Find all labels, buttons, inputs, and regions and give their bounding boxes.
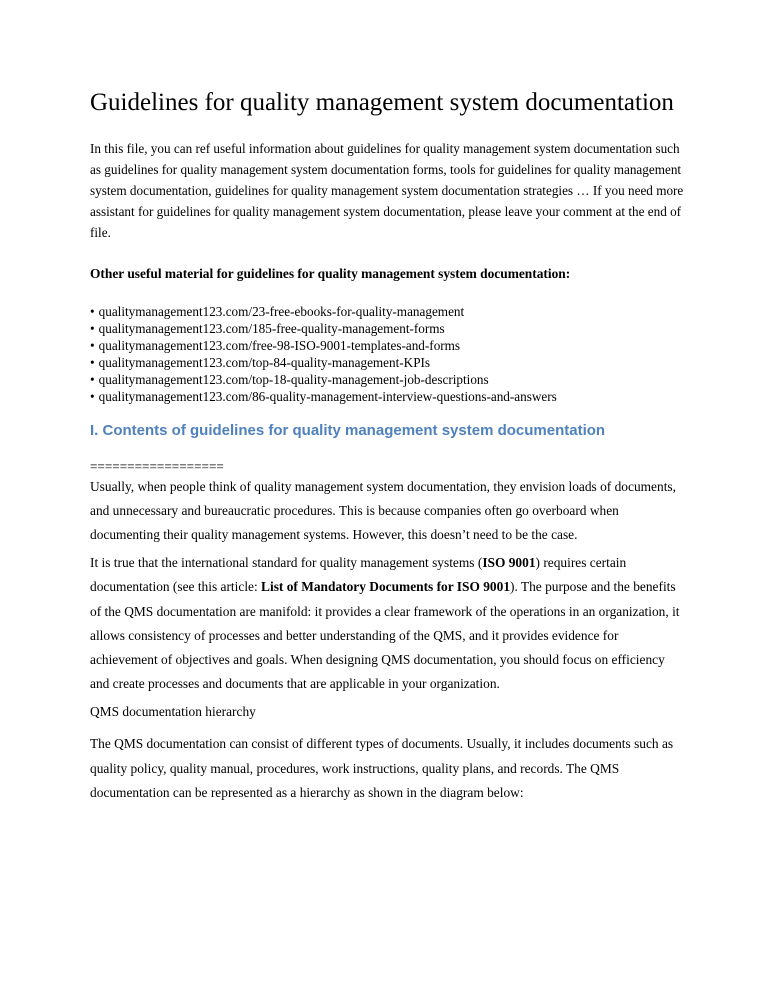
document-title: Guidelines for quality management system documentation [90,89,674,116]
paragraph-iso-requirements [90,551,684,696]
useful-links-list [90,303,684,405]
bullet-icon: • [90,321,95,336]
link-text[interactable]: qualitymanagement123.com/top-84-quality-management-KPIs [98,355,431,370]
paragraph-usually: Usually, when people think of quality management system documentation, they envision loads of documents, and unnecessary and bureaucratic procedures. This is because companies often go overboard when documenting their quality management systems. However, this doesn’t need to be the case. [90,478,676,542]
bullet-icon: • [90,304,95,319]
list-item [90,371,684,388]
article-link[interactable]: List of Mandatory Documents for ISO 9001 [261,579,511,595]
list-item [90,320,684,337]
paragraph-text: It is true that the international standard for quality management systems ( [90,555,483,571]
bullet-icon: • [90,355,95,370]
paragraph-text: ). The purpose and the benefits of the QMS documentation are manifold: it provides a clear framework of the operations in an organization, it allows consistency of processes and better understanding of the QMS, and it provides evidence for achievement of objectives and goals. When designing QMS documentation, you should focus on efficiency and create processes and documents that are applicable in your organization. [90,579,680,692]
iso-standard-label: ISO 9001 [482,555,536,571]
bullet-icon: • [90,338,95,353]
bullet-icon: • [90,389,95,404]
hierarchy-heading: QMS documentation hierarchy [90,704,256,720]
link-text[interactable]: qualitymanagement123.com/86-quality-management-interview-questions-and-answers [98,389,557,404]
section-heading: I. Contents of guidelines for quality management system documentation [90,422,606,439]
intro-paragraph: In this file, you can ref useful information about guidelines for quality management system documentation such as guidelines for quality management system documentation forms, tools for guidelines for quality management system documentation, guidelines for quality management system documentation strategies … If you need more assistant for guidelines for quality management system documentation, please leave your comment at the end of file. [90,141,684,240]
paragraph-hierarchy: The QMS documentation can consist of different types of documents. Usually, it includes documents such as quality policy, quality manual, procedures, work instructions, quality plans, and records. The QMS documentation can be represented as a hierarchy as shown in the diagram below: [90,736,674,800]
link-text[interactable]: qualitymanagement123.com/185-free-quality-management-forms [98,321,445,336]
bullet-icon: • [90,372,95,387]
paragraph-text: ) requires certain documentation (see this article: [90,555,627,595]
list-item [90,303,684,320]
list-item [90,388,684,405]
separator-line: ================== [90,458,224,474]
useful-material-heading: Other useful material for guidelines for quality management system documentation: [90,266,571,281]
link-text[interactable]: qualitymanagement123.com/23-free-ebooks-for-quality-management [98,304,465,319]
link-text[interactable]: qualitymanagement123.com/free-98-ISO-9001-templates-and-forms [98,338,461,353]
link-text[interactable]: qualitymanagement123.com/top-18-quality-management-job-descriptions [98,372,489,387]
list-item [90,354,684,371]
list-item [90,337,684,354]
